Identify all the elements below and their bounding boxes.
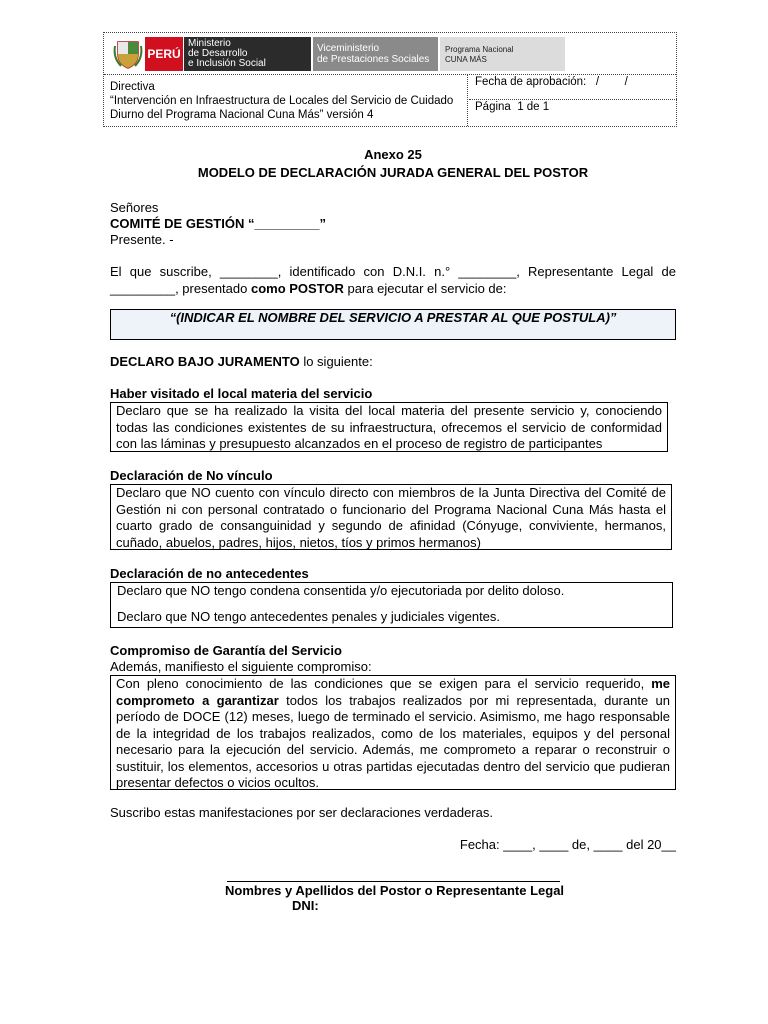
no-vinculo-line: Gestión ni con personal contratado o funcionario del Programa Nacional Cuna Más hasta el — [116, 501, 666, 517]
ministerio-line-2: de Desarrollo — [188, 48, 248, 59]
no-vinculo-line: Declaro que NO cuento con vínculo directo con miembros de la Junta Directiva del Comité de — [116, 485, 666, 500]
page-number: Página 1 de 1 — [475, 101, 550, 113]
intro-text-a: _________, presentado — [110, 280, 251, 296]
garantia-line: de la integridad de los trabajos realizados, como de los materiales, equipos y del personal — [116, 725, 670, 741]
document-title: MODELO DE DECLARACIÓN JURADA GENERAL DEL POSTOR — [197, 165, 589, 180]
garantia-text: Con pleno conocimiento de las condiciones que se exigen para el servicio requerido, — [116, 676, 652, 691]
intro-text-c: para ejecutar el servicio de: — [343, 280, 507, 296]
signature-line — [227, 881, 560, 882]
fecha-aprobacion: Fecha de aprobación: / / — [469, 74, 677, 100]
visita-line: con las láminas y presupuesto alcanzados en el proceso de registro de participantes — [116, 436, 603, 451]
viceministerio-line-2: de Prestaciones Sociales — [317, 54, 430, 65]
garantia-bold: comprometo a garantizar — [116, 692, 279, 708]
intro-text-bold: como POSTOR — [250, 280, 344, 296]
ministerio-line-1: Ministerio — [188, 38, 231, 49]
header-table — [103, 32, 677, 127]
section-antecedentes-title: Declaración de no antecedentes — [110, 566, 309, 581]
suscribo-text: Suscribo estas manifestaciones por ser declaraciones verdaderas. — [110, 805, 493, 820]
visita-line: todas las condiciones existentes de su infraestructura, ofrecemos el servicio de conformidad — [116, 419, 662, 435]
directiva-title-line-1: “Intervención en Infraestructura de Locales del Servicio de Cuidado — [110, 95, 454, 107]
intro-line-1: El que suscribe, ________, identificado con D.N.I. n.° ________, Representante Legal de — [110, 264, 676, 279]
viceministerio-line-1: Viceministerio — [317, 43, 380, 54]
ministerio-logo — [183, 37, 311, 71]
salutation-presente: Presente. - — [110, 232, 174, 247]
programa-line-1: Programa Nacional — [445, 45, 514, 54]
declaro-bold: DECLARO BAJO JURAMENTO — [110, 354, 300, 369]
salutation-comite: COMITÉ DE GESTIÓN “_________” — [110, 216, 327, 231]
visita-line: Declaro que se ha realizado la visita del local materia del presente servicio y, conociendo — [116, 403, 662, 418]
garantia-line: presentar defectos o vicios ocultos. — [116, 775, 320, 790]
section-garantia-box — [110, 675, 676, 790]
section-antecedentes-box — [110, 582, 673, 628]
institution-logos — [111, 37, 565, 71]
programa-line-2: CUNA MÁS — [445, 55, 487, 64]
directiva-title-line-2: Diurno del Programa Nacional Cuna Más” versión 4 — [110, 109, 374, 121]
garantia-line: período de DOCE (12) meses, luego de terminado el servicio. Asimismo, me hago responsable — [116, 709, 670, 724]
logo-row — [104, 33, 676, 75]
signature-name-label: Nombres y Apellidos del Postor o Representante Legal — [225, 883, 565, 898]
garantia-line: necesario para la ejecución del servicio. Además, me comprometo a reparar o reconstruir o — [116, 742, 670, 757]
antecedentes-line-1: Declaro que NO tengo condena consentida y/o ejecutoriada por delito doloso. — [117, 583, 565, 598]
ministerio-line-3: e Inclusión Social — [188, 58, 266, 69]
section-visita-box — [110, 402, 668, 452]
intro-line-2 — [110, 281, 676, 298]
garantia-text: todos los trabajos realizados por mi representada, durante un — [278, 692, 670, 708]
signature-dni-label: DNI: — [292, 898, 319, 913]
cuna-mas-logo — [440, 37, 565, 71]
garantia-bold: me — [651, 676, 670, 691]
garantia-line: sustituir, los elementos, accesorios u otras partidas ejecutadas dentro del servicio que pudieran — [116, 758, 670, 774]
directiva-label: Directiva — [110, 81, 155, 93]
section-no-vinculo-box — [110, 484, 672, 550]
intro-paragraph — [110, 264, 676, 297]
garantia-line — [116, 693, 670, 710]
declaro-rest: lo siguiente: — [299, 354, 373, 369]
declaro-line — [110, 354, 373, 370]
anexo-label: Anexo 25 — [364, 147, 422, 162]
service-name-box: “(INDICAR EL NOMBRE DEL SERVICIO A PRESTAR AL QUE POSTULA)” — [110, 309, 676, 340]
section-garantia-subtitle: Además, manifiesto el siguiente compromiso: — [110, 659, 372, 674]
directiva-cell — [104, 74, 468, 126]
viceministerio-logo — [313, 37, 438, 71]
garantia-line — [116, 676, 670, 693]
antecedentes-line-2: Declaro que NO tengo antecedentes penales y judiciales vigentes. — [117, 609, 501, 624]
coat-of-arms-icon — [111, 37, 145, 71]
no-vinculo-line: cuñado, abuelos, padres, hijos, nietos, tíos y primos hermanos) — [116, 534, 481, 550]
no-vinculo-line: cuarto grado de consanguinidad y segundo de afinidad (Cónyuge, conviviente, hermanos, — [116, 518, 666, 533]
section-visita-title: Haber visitado el local materia del servicio — [110, 386, 373, 401]
fecha-line: Fecha: ____, ____ de, ____ del 20__ — [459, 837, 676, 852]
salutation-senores: Señores — [110, 200, 159, 215]
section-garantia-title: Compromiso de Garantía del Servicio — [110, 643, 342, 658]
peru-logo: PERÚ — [145, 37, 183, 71]
section-no-vinculo-title: Declaración de No vínculo — [110, 468, 273, 483]
